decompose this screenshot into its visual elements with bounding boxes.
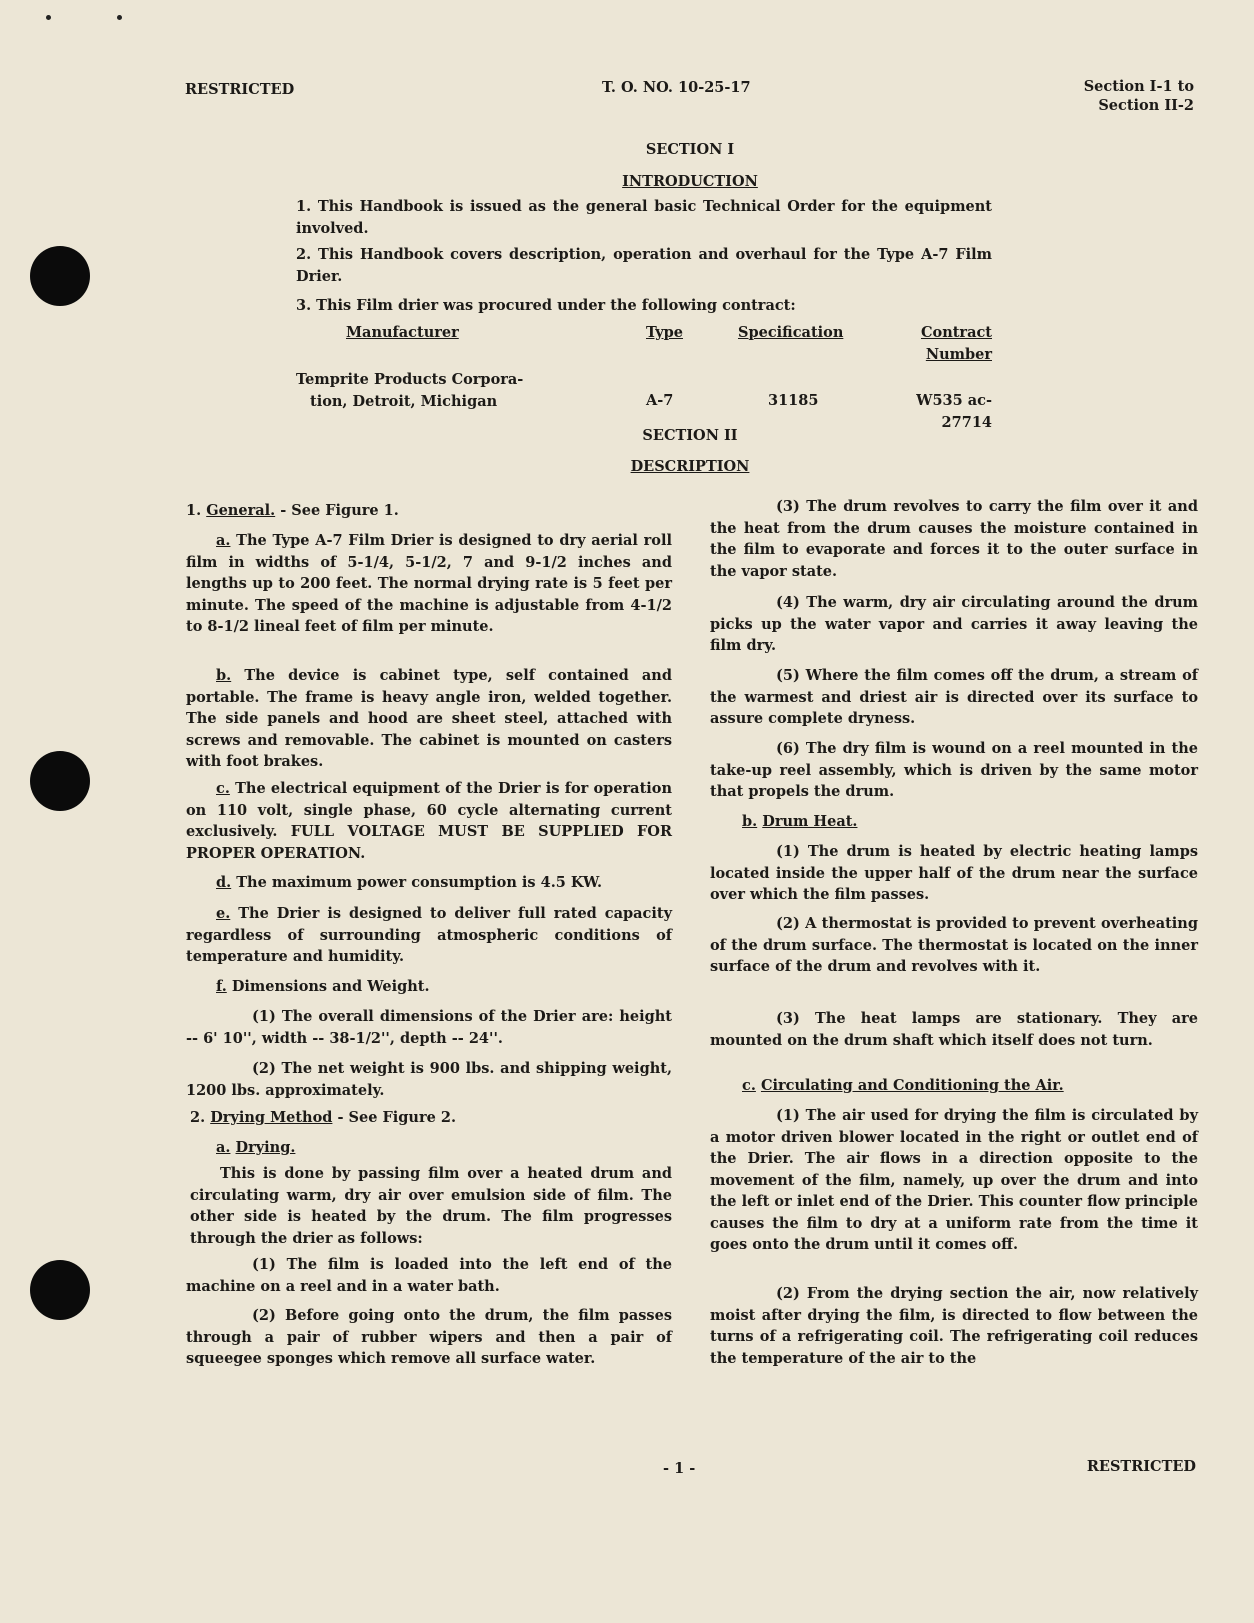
footer-restricted: RESTRICTED — [1086, 1458, 1196, 1475]
num: 2. — [190, 1109, 206, 1126]
para-2a6: (6) The dry film is wound on a reel mounted in the take-up reel assembly, which is driven by the same motor that propels the drum. — [710, 740, 1198, 800]
section1-subtitle: INTRODUCTION — [622, 173, 758, 190]
para-1f — [186, 976, 672, 998]
punch-hole — [30, 246, 90, 306]
para-2b-heading — [710, 811, 1198, 833]
para-1e — [186, 903, 672, 968]
para-2b3: (3) The heat lamps are stationary. They are mounted on the drum shaft which itself does not turn. — [710, 1010, 1198, 1049]
manufacturer-line: Temprite Products Corpora- — [296, 371, 524, 388]
para-2c1: (1) The air used for drying the film is circulated by a motor driven blower located in the right or outlet end of the Drier. The air flows in a direction opposite to the movement of the film, namely, up over the drum and into the left or inlet end of the Drier. This counter flow principle causes the film to dry at a uniform rate from the time it goes onto the drum until it comes off. — [710, 1107, 1198, 1253]
col-header: Manufacturer — [346, 324, 459, 341]
speck — [46, 15, 51, 20]
para-2b2: (2) A thermostat is provided to prevent overheating of the drum surface. The thermostat is located on the inner surface of the drum and revolves with it. — [710, 915, 1198, 975]
speck — [117, 15, 122, 20]
heading: Circulating and Conditioning the Air. — [760, 1077, 1064, 1094]
heading: Drum Heat. — [762, 813, 858, 830]
heading: Drying Method — [210, 1109, 333, 1126]
para-2a1: (1) The film is loaded into the left end of the machine on a reel and in a water bath. — [186, 1256, 672, 1295]
para-2c-heading — [710, 1075, 1198, 1097]
para-2a3: (3) The drum revolves to carry the film over it and the heat from the drum causes the moisture contained in the film to evaporate and forces it to the outer surface in the vapor state. — [710, 498, 1198, 580]
para-1a — [186, 530, 672, 638]
para-2a5: (5) Where the film comes off the drum, a stream of the warmest and driest air is directed over its surface to assure complete dryness. — [710, 667, 1198, 727]
para-1c — [186, 778, 672, 864]
header-to-number: T. O. NO. 10-25-17 — [602, 79, 751, 96]
cell-spec: 31185 — [768, 392, 819, 409]
cell-manufacturer — [296, 365, 646, 433]
section2-subtitle: DESCRIPTION — [630, 458, 750, 475]
text: The Type A-7 Film Drier is designed to dry aerial roll film in widths of 5-1/4, 5-1/2, 7 and 9-1/2 inches and lengths up to 200 feet. The normal drying rate is 5 feet per minute. The speed of the machine is adjustable from 4-1/2 to 8-1/2 lineal feet of film per minute. — [186, 532, 672, 635]
col-header: Contract Number — [920, 324, 992, 363]
text: - See Figure 1. — [275, 502, 399, 519]
para-drying-method — [186, 1107, 676, 1129]
label: f. — [216, 978, 227, 995]
text: The device is cabinet type, self contained and portable. The frame is heavy angle iron, welded together. The side panels and hood are sheet steel, attached with screws and removable. The cabinet is mounted on casters with foot brakes. — [186, 667, 672, 770]
table-row — [296, 365, 992, 433]
intro-para-3: 3. This Film drier was procured under the following contract: — [296, 297, 796, 314]
page-number: - 1 - — [663, 1460, 696, 1477]
para-1b — [186, 665, 672, 773]
para-2a-heading — [186, 1137, 672, 1159]
intro-para-1: 1. This Handbook is issued as the general basic Technical Order for the equipment involved. — [296, 198, 992, 237]
punch-hole — [30, 1260, 90, 1320]
text: The electrical equipment of the Drier is for operation on 110 volt, single phase, 60 cycle alternating current exclusively. FULL VOLTAGE MUST BE SUPPLIED FOR PROPER OPERATION. — [186, 780, 672, 862]
para-2a2: (2) Before going onto the drum, the film passes through a pair of rubber wipers and then a pair of squeegee sponges which remove all surface water. — [186, 1307, 672, 1367]
text: - See Figure 2. — [332, 1109, 457, 1126]
intro-para-2: 2. This Handbook covers description, operation and overhaul for the Type A-7 Film Drier. — [296, 246, 992, 285]
text: Dimensions and Weight. — [226, 978, 430, 995]
label: d. — [216, 874, 232, 891]
table-header-row — [296, 322, 992, 365]
heading: General. — [206, 502, 276, 519]
text: The maximum power consumption is 4.5 KW. — [231, 874, 603, 891]
num: 1. — [186, 502, 202, 519]
text: The Drier is designed to deliver full rated capacity regardless of surrounding atmospheric conditions of temperature and humidity. — [186, 905, 672, 965]
section-range-line: Section II-2 — [1098, 97, 1194, 114]
section1-title: SECTION I — [645, 141, 735, 158]
col-header: Type — [646, 324, 683, 341]
label: b. — [742, 813, 758, 830]
contract-table — [296, 322, 992, 433]
para-1f1: (1) The overall dimensions of the Drier are: height -- 6' 10'', width -- 38-1/2'', depth -- 24''. — [186, 1008, 672, 1047]
para-2b1: (1) The drum is heated by electric heating lamps located inside the upper half of the drum near the surface over which the film passes. — [710, 843, 1198, 903]
section-range-line: Section I-1 to — [1083, 78, 1194, 95]
header-restricted: RESTRICTED — [185, 81, 295, 98]
para-2a4: (4) The warm, dry air circulating around the drum picks up the water vapor and carries it away leaving the film dry. — [710, 594, 1198, 654]
para-2c2: (2) From the drying section the air, now relatively moist after drying the film, is directed to flow between the turns of a refrigerating coil. The refrigerating coil reduces the temperature of the air to the — [710, 1285, 1198, 1367]
punch-hole — [30, 751, 90, 811]
label: a. — [216, 532, 231, 549]
col-header: Specification — [738, 324, 844, 341]
para-1d — [186, 872, 672, 894]
section2-title: SECTION II — [642, 427, 738, 444]
manufacturer-line: tion, Detroit, Michigan — [310, 392, 498, 410]
para-general — [186, 500, 672, 522]
label: a. — [216, 1139, 231, 1156]
cell-contract: W535 ac-27714 — [916, 392, 992, 431]
label: c. — [216, 780, 230, 797]
header-section-range — [1084, 77, 1194, 115]
para-2a: This is done by passing film over a heated drum and circulating warm, dry air over emulsion side of film. The other side is heated by the drum. The film progresses through the drier as follows: — [190, 1165, 672, 1247]
cell-type: A-7 — [646, 392, 674, 409]
label: c. — [742, 1077, 756, 1094]
label: e. — [216, 905, 231, 922]
label: b. — [216, 667, 232, 684]
para-1f2: (2) The net weight is 900 lbs. and shipping weight, 1200 lbs. approximately. — [186, 1060, 672, 1099]
heading: Drying. — [235, 1139, 296, 1156]
